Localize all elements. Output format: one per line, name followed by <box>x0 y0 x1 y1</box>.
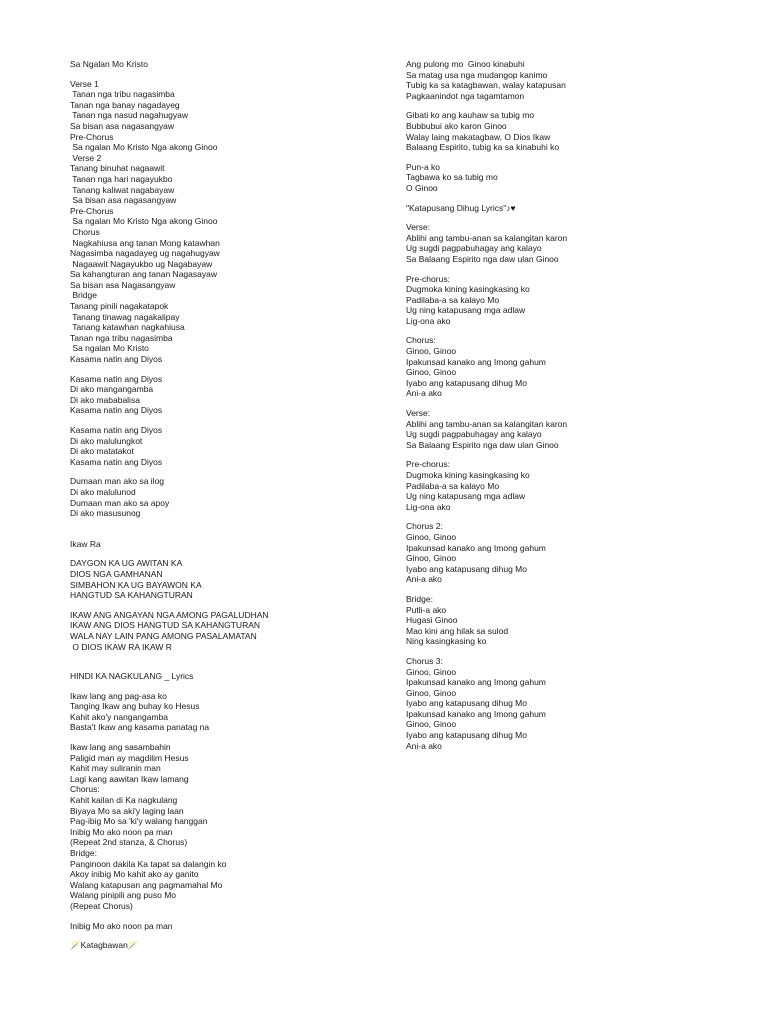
lyric-line: Verse: <box>406 408 431 419</box>
lyric-line: Sa ngalan Mo Kristo Nga akong Ginoo <box>70 142 218 153</box>
lyric-line: Ani-a ako <box>406 574 442 585</box>
lyric-line: Chorus: <box>406 335 436 346</box>
lyric-line: HANGTUD SA KAHANGTURAN <box>70 590 193 601</box>
lyric-line: Pre-chorus: <box>406 273 450 284</box>
lyric-line: Walang katapusan ang pagmamahal Mo <box>70 879 223 890</box>
lyric-line: Ug ning katapusang mga adlaw <box>406 491 526 502</box>
lyric-line: WALA NAY LAIN PANG AMONG PASALAMATAN <box>70 630 257 641</box>
lyric-line: Lig-ona ako <box>406 501 451 512</box>
lyric-line: Ani-a ako <box>406 388 442 399</box>
lyric-line: Mao kini ang hilak sa sulod <box>406 625 509 636</box>
left-column <box>70 59 390 951</box>
lyric-line: Tanan nga nasud nagahugyaw <box>70 110 188 121</box>
lyric-line: Verse: <box>406 222 431 233</box>
lyric-line: Pre-Chorus <box>70 205 114 216</box>
lyric-line: Paligid man ay magdilim Hesus <box>70 752 189 763</box>
lyric-line: Bridge: <box>406 593 433 604</box>
lyric-line: Tanan nga hari nagayukbo <box>70 173 173 184</box>
lyric-line: Sa bisan asa nagasangyaw <box>70 120 174 131</box>
lyric-line: Walay laing makatagbaw, O Dios Ikaw <box>406 131 551 142</box>
lyric-line: Chorus: <box>70 784 100 795</box>
lyric-line: Di ako matatakot <box>70 446 134 457</box>
stanza-gap <box>70 365 390 374</box>
lyric-line: Basta't Ikaw ang kasama panatag na <box>70 722 210 733</box>
lyric-line: Tanan nga banay nagadayeg <box>70 99 180 110</box>
lyric-line: Inibig Mo ako noon pa man <box>70 920 173 931</box>
lyric-line: Pagkaanindot nga tagamtamon <box>406 90 525 101</box>
lyric-line: DIOS NGA GAMHANAN <box>70 568 163 579</box>
lyric-line: Ug ning katapusang mga adlaw <box>406 305 526 316</box>
lyric-line: Tubig ka sa katagbawan, walay katapusan <box>406 80 566 91</box>
stanza-gap <box>70 416 390 425</box>
lyric-line: Akoy inibig Mo kahit ako ay ganito <box>70 869 199 880</box>
lyric-line: Iyabo ang katapusang dihug Mo <box>406 730 527 741</box>
lyric-line: Kahit may suliranin man <box>70 763 161 774</box>
lyric-line: Chorus <box>70 226 100 237</box>
stanza-gap <box>406 194 736 203</box>
lyric-line: Tanang binuhat nagaawit <box>70 163 165 174</box>
stanza-gap <box>70 70 390 79</box>
lyric-line: Tanan nga tribu nagasimba <box>70 89 175 100</box>
lyric-line: Ang pulong mo Ginoo kinabuhi <box>406 59 525 69</box>
lyric-line: "Katapusang Dihug Lyrics"♪♥ <box>406 202 516 213</box>
lyric-line: Sa bisan asa Nagasangyaw <box>70 279 176 290</box>
lyric-line: IKAW ANG ANGAYAN NGA AMONG PAGALUDHAN <box>70 609 269 620</box>
lyric-line: Ipakunsad kanako ang Imong gahum <box>406 677 546 688</box>
lyric-line: Ginoo, Ginoo <box>406 367 457 378</box>
lyric-line: Ikaw lang ang pag-asa ko <box>70 690 167 701</box>
lyric-line: Iyabo ang katapusang dihug Mo <box>406 377 527 388</box>
lyric-line: Bubbubui ako karon Ginoo <box>406 120 507 131</box>
lyric-line: Ipakunsad kanako ang Imong gahum <box>406 356 546 367</box>
lyric-line: Sa ngalan Mo Kristo <box>70 343 149 354</box>
lyric-line: Nagaawit Nagayukbo ug Nagabayaw <box>70 258 213 269</box>
lyric-line: Sa matag usa nga mudangop kanimo <box>406 69 548 80</box>
lyric-line: Dumaan man ako sa ilog <box>70 476 165 487</box>
lyric-line: Ikaw Ra <box>70 538 101 549</box>
lyric-line: Tanan nga tribu nagasimba <box>70 332 173 343</box>
lyric-line: O Ginoo <box>406 182 438 193</box>
lyric-line: Kahit kailan di Ka nagkulang <box>70 795 178 806</box>
stanza-gap <box>70 467 390 476</box>
lyric-line: Ipakunsad kanako ang Imong gahum <box>406 542 546 553</box>
lyric-line: Hugasi Ginoo <box>406 615 458 626</box>
lyric-line: Ginoo, Ginoo <box>406 346 457 357</box>
lyric-line: Padilaba-a sa kalayo Mo <box>406 480 500 491</box>
lyric-line: Ani-a ako <box>406 740 442 751</box>
lyric-line: Iyabo ang katapusang dihug Mo <box>406 698 527 709</box>
lyric-line: O DIOS IKAW RA IKAW R <box>70 641 172 652</box>
lyric-line: Kasama natin ang Diyos <box>70 456 163 467</box>
stanza-gap <box>70 733 390 742</box>
lyric-line: Sa Ngalan Mo Kristo <box>70 59 148 69</box>
lyric-line: 🪄Katagbawan🪄 <box>70 940 139 951</box>
lyric-line: Walang pinipili ang puso Mo <box>70 890 176 901</box>
lyric-line: SIMBAHON KA UG BAYAWON KA <box>70 579 202 590</box>
stanza-gap <box>70 652 390 671</box>
lyric-line: Biyaya Mo sa aki'y laging laan <box>70 805 184 816</box>
lyric-line: Ginoo, Ginoo <box>406 719 457 730</box>
lyric-line: (Repeat Chorus) <box>70 900 133 911</box>
lyric-line: Di ako malulungkot <box>70 435 143 446</box>
lyric-line: Tanang tinawag nagakalipay <box>70 311 180 322</box>
lyric-line: Di ako malulunod <box>70 486 136 497</box>
lyric-line: Tanang pinili nagakatapok <box>70 301 169 312</box>
right-column <box>406 59 736 751</box>
lyric-line: Pun-a ko <box>406 161 441 172</box>
lyric-line: Ginoo, Ginoo <box>406 531 457 542</box>
lyric-line: Nagkahiusa ang tanan Mong katawhan <box>70 237 220 248</box>
lyric-line: Sa Balaang Espirito nga daw ulan Ginoo <box>406 439 559 450</box>
stanza-gap <box>406 101 736 110</box>
lyric-line: Panginoon dakila Ka tapat sa dalangin ko <box>70 858 227 869</box>
lyric-line: Dugmoka kining kasingkasing ko <box>406 470 530 480</box>
lyric-line: Tanang katawhan nagkahiusa <box>70 322 185 333</box>
lyric-line: Sa kahangturan ang tanan Nagasayaw <box>70 269 217 280</box>
lyric-line: Iyabo ang katapusang dihug Mo <box>406 563 527 574</box>
lyric-line: Kahit ako'y nangangamba <box>70 711 169 722</box>
lyric-line: Chorus 2: <box>406 521 443 532</box>
lyric-line: Ikaw lang ang sasambahin <box>70 742 171 753</box>
lyric-line: Tanging Ikaw ang buhay ko Hesus <box>70 701 200 712</box>
lyric-line: Ablihi ang tambu-anan sa kalangitan karon <box>406 418 568 429</box>
lyric-line: (Repeat 2nd stanza, & Chorus) <box>70 837 188 848</box>
lyric-line: HINDI KA NAGKULANG _ Lyrics <box>70 671 194 682</box>
stanza-gap <box>406 450 736 459</box>
stanza-gap <box>70 519 390 539</box>
lyric-line: IKAW ANG DIOS HANGTUD SA KAHANGTURAN <box>70 620 261 631</box>
lyric-line: Pag-ibig Mo sa 'ki'y walang hanggan <box>70 816 208 827</box>
lyric-line: Ning kasingkasing ko <box>406 636 487 647</box>
lyric-line: Dugmoka kining kasingkasing ko <box>406 284 530 295</box>
lyric-line: Ipakunsad kanako ang Imong gahum <box>406 708 546 719</box>
lyric-line: Padilaba-a sa kalayo Mo <box>406 294 500 305</box>
lyric-line: DAYGON KA UG AWITAN KA <box>70 558 183 569</box>
lyric-line: Putli-a ako <box>406 604 447 615</box>
stanza-gap <box>70 682 390 691</box>
lyric-line: Pre-Chorus <box>70 131 114 142</box>
stanza-gap <box>406 399 736 408</box>
stanza-gap <box>70 601 390 610</box>
lyric-line: Ginoo, Ginoo <box>406 687 457 698</box>
stanza-gap <box>70 549 390 558</box>
lyric-line: Kasama natin ang Diyos <box>70 405 163 416</box>
lyric-line: Sa Balaang Espirito nga daw ulan Ginoo <box>406 253 559 264</box>
lyric-line: Kasama natin ang Diyos <box>70 425 163 435</box>
lyric-line: Tagbawa ko sa tubig mo <box>406 172 498 183</box>
stanza-gap <box>70 912 390 921</box>
lyric-line: Verse 1 <box>70 78 99 89</box>
stanza-gap <box>406 213 736 222</box>
lyric-line: Pre-chorus: <box>406 459 450 470</box>
lyric-line: Ug sugdi pagpabuhagay ang kalayo <box>406 243 542 254</box>
lyric-line: Dumaan man ako sa apoy <box>70 497 170 508</box>
lyric-line: Ug sugdi pagpabuhagay ang kalayo <box>406 429 542 440</box>
lyric-line: Chorus 3: <box>406 655 443 666</box>
lyric-line: Ginoo, Ginoo <box>406 666 457 677</box>
lyric-line: Kasama natin ang Diyos <box>70 354 163 365</box>
lyric-line: Ablihi ang tambu-anan sa kalangitan karon <box>406 232 568 243</box>
lyric-line: Bridge <box>70 290 97 301</box>
stanza-gap <box>406 585 736 594</box>
stanza-gap <box>406 265 736 274</box>
lyric-line: Tanang kaliwat nagabayaw <box>70 184 175 195</box>
lyric-line: Ginoo, Ginoo <box>406 553 457 564</box>
lyric-line: Sa ngalan Mo Kristo Nga akong Ginoo <box>70 216 218 227</box>
lyric-line: Lagi kang aawitan Ikaw lamang <box>70 773 189 784</box>
lyric-line: Sa bisan asa nagasangyaw <box>70 195 177 206</box>
stanza-gap <box>406 153 736 162</box>
lyric-line: Balaang Espirito, tubig ka sa kinabuhi ko <box>406 142 560 153</box>
lyric-line: Lig-ona ako <box>406 315 451 326</box>
stanza-gap <box>406 512 736 521</box>
stanza-gap <box>70 931 390 940</box>
stanza-gap <box>406 647 736 656</box>
lyric-line: Gibati ko ang kauhaw sa tubig mo <box>406 110 535 121</box>
lyric-line: Inibig Mo ako noon pa man <box>70 826 173 837</box>
lyric-line: Verse 2 <box>70 152 102 163</box>
lyric-line: Bridge: <box>70 848 97 858</box>
lyric-line: Kasama natin ang Diyos <box>70 373 163 384</box>
lyric-line: Di ako mangangamba <box>70 384 154 395</box>
lyric-line: Di ako mababalisa <box>70 394 140 405</box>
lyric-line: Di ako masusunog <box>70 508 141 519</box>
lyric-line: Nagasimba nagadayeg ug nagahugyaw <box>70 248 220 259</box>
stanza-gap <box>406 326 736 335</box>
